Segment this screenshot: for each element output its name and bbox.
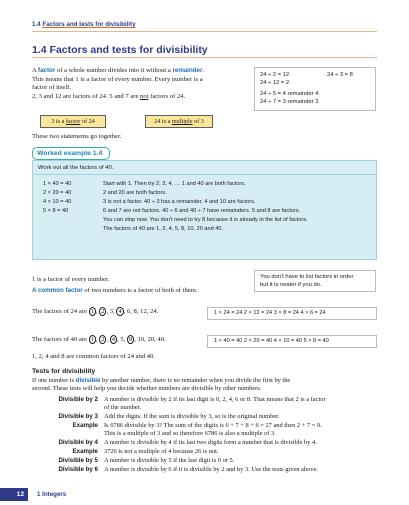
factors-of-24: The factors of 24 are 1 , 2 , 3, 4 , 6, 8, 12, 24. — [32, 308, 159, 315]
tip-line: You don't have to list factors in order — [260, 274, 354, 280]
factor-pairs-40-box: 1 × 40 = 40 2 × 20 = 40 4 × 10 = 40 5 × 8 = 40 — [207, 335, 377, 348]
circled-common-factor: 4 — [111, 336, 116, 343]
running-head-number: 1.4 — [32, 21, 41, 28]
keyword-divisible: divisible — [75, 377, 101, 384]
worked-example-steps: 1 × 40 = 40 Start with 1. Then try 2, 3, 4, … 1 and 40 are both factors. 2 × 20 = 40 2 and 20 are both factors. 4 × 10 = 40 3 is not a factor. 40 ÷ 3 has a remainder. 4 and 10 are factors. 5 × 8 = 40 6 and 7 are not factors. 40 ÷ 6 and 40 ÷ 7 have remainders. 5 and 8 are factors. — [43, 181, 301, 214]
section-number: 1.4 — [32, 44, 47, 56]
keyword-remainder: remainder — [172, 67, 203, 74]
factor-statement-box: 3 is a factor of 24 — [40, 115, 106, 128]
division-side-box — [254, 67, 376, 111]
worked-example-box — [32, 160, 377, 260]
divider — [33, 174, 376, 175]
tests-heading: Tests for divisibility — [32, 368, 96, 375]
tip-line: but it is neater if you do. — [260, 282, 322, 288]
circled-common-factor: 2 — [101, 336, 105, 343]
worked-example-answer: The factors of 40 are 1, 2, 4, 5, 8, 10, 20 and 40. — [103, 226, 224, 232]
worked-example-label: Worked example 1.4 — [32, 147, 110, 160]
chapter-name: 1 Integers — [37, 491, 67, 498]
circled-common-factor: 2 — [101, 308, 105, 315]
keyword-factor: factor — [38, 67, 56, 74]
circled-common-factor: 1 — [90, 308, 94, 315]
divider — [32, 31, 377, 32]
section-title — [32, 44, 208, 56]
running-head — [32, 21, 136, 28]
side-calc: 24 ÷ 5 = 4 remainder 4 — [260, 91, 319, 97]
circled-common-factor: 4 — [118, 308, 122, 315]
side-calc: 24 ÷ 7 = 3 remainder 3 — [260, 99, 319, 105]
underlined-not: not — [140, 92, 149, 100]
intro-line: A factor of a whole number divides into it without a remainder. — [32, 67, 205, 74]
multiple-statement-box: 24 is a multiple of 3 — [145, 115, 213, 128]
factors-of-40: The factors of 40 are 1 , 2 , 4 , 5, 8 , 10, 20, 40. — [32, 336, 166, 343]
intro-line: 2, 3 and 12 are factors of 24. 5 and 7 are not factors of 24. — [32, 92, 186, 100]
page-number: 12 — [0, 488, 28, 501]
fact-every-number: 1 is a factor of every number. — [32, 276, 110, 283]
section-title-text: Factors and tests for divisibility — [49, 44, 208, 56]
tip-box — [254, 270, 376, 292]
intro-paragraph — [32, 67, 247, 101]
divider — [32, 57, 377, 58]
side-calc: 24 ÷ 2 = 12 — [260, 72, 290, 78]
tests-list: Divisible by 2 A number is divisible by 2 if its last digit is 0, 2, 4, 6 or 8. That means that 2 is a factor of the number. Divisible by 3 Add the digits. If the sum is divisible by 3, so is the original number. Example Is 6786 divisible by 3? The sum of the digits is 6 + 7 + 8 + 6 = 27 and then 2 + 7 = 9. This is a multiple of 3 and so therefore 6786 is also a multiple of 3. Divisible by 4 A number is divisible by 4 if its last two digits form a number that is divisible by 4. Example 3726 is not a multiple of 4 because 26 is not. Divisible by 5 A number is divisible by 5 if the last digit is 0 or 5. Divisible by 6 A number is divisible by 6 if it is divisible by 2 and by 3. Use the tests given above. — [58, 396, 326, 473]
common-factors-line: 1, 2, 4 and 8 are common factors of 24 and 40. — [32, 353, 156, 360]
intro-line: This means that 1 is a factor of every number. Every number is a — [32, 75, 203, 83]
statement-note: These two statements go together. — [32, 133, 122, 140]
side-calc: 24 ÷ 3 = 8 — [327, 72, 353, 78]
running-head-title: Factors and tests for divisibility — [42, 21, 136, 28]
factor-pairs-24-box: 1 × 24 = 24 2 × 12 = 24 3 × 8 = 24 4 × 6 = 24 — [207, 307, 377, 320]
circled-common-factor: 1 — [90, 336, 94, 343]
circled-common-factor: 8 — [128, 336, 133, 343]
worked-example-note: You can stop now. You don't need to try 8 because it is already in the list of factors. — [103, 217, 308, 223]
keyword-common-factor: A common factor — [32, 287, 83, 294]
side-calc: 24 ÷ 12 = 2 — [260, 80, 290, 86]
worked-example-question: Work out all the factors of 40. — [38, 165, 114, 171]
fact-common-factor: A common factor of two numbers is a factor of both of them. — [32, 287, 198, 294]
intro-line: factor of itself. — [32, 84, 71, 92]
tests-intro: If one number is divisible by another number, there is no remainder when you divide the first by the second. These tests will help you decide whether numbers are divisible by other numbers. — [32, 377, 291, 393]
